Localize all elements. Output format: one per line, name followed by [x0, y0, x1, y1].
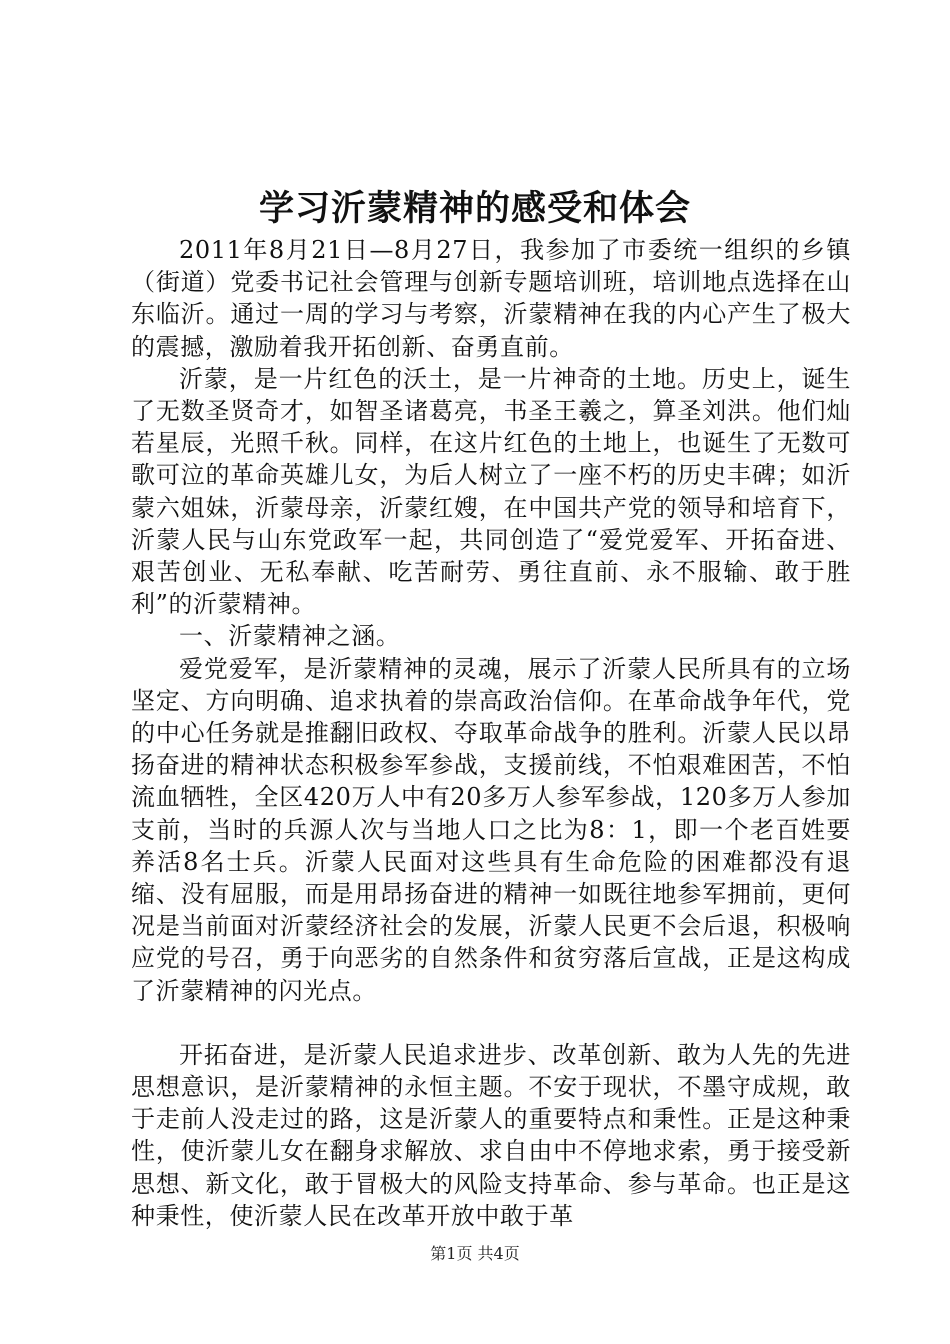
section-heading: 一、沂蒙精神之涵。: [179, 622, 401, 651]
document-body: [131, 234, 851, 1232]
paragraph-intro: 2011年8月21日—8月27日，我参加了市委统一组织的乡镇（街道）党委书记社会管理与创新专题培训班，培训地点选择在山东临沂。通过一周的学习与考察，沂蒙精神在我的内心产生了极大的震撼，激励着我开拓创新、奋勇直前。: [131, 236, 851, 361]
paragraph-love-party-army: 爱党爱军，是沂蒙精神的灵魂，展示了沂蒙人民所具有的立场坚定、方向明确、追求执着的崇高政治信仰。在革命战争年代，党的中心任务就是推翻旧政权、夺取革命战争的胜利。沂蒙人民以昂扬奋进的精神状态积极参军参战，支援前线，不怕艰难困苦，不怕流血牺牲，全区420万人中有20多万人参军参战，120多万人参加支前，当时的兵源人次与当地人口之比为8：1，即一个老百姓要养活8名士兵。沂蒙人民面对这些具有生命危险的困难都没有退缩、没有屈服，而是用昂扬奋进的精神一如既往地参军拥前，更何况是当前面对沂蒙经济社会的发展，沂蒙人民更不会后退，积极响应党的号召，勇于向恶劣的自然条件和贫穷落后宣战，正是这构成了沂蒙精神的闪光点。: [131, 654, 851, 1005]
paragraph-yimeng-history: 沂蒙，是一片红色的沃土，是一片神奇的土地。历史上，诞生了无数圣贤奇才，如智圣诸葛亮，书圣王羲之，算圣刘洪。他们灿若星辰，光照千秋。同样，在这片红色的土地上，也诞生了无数可歌可泣的革命英雄儿女，为后人树立了一座不朽的历史丰碑；如沂蒙六姐妹，沂蒙母亲，沂蒙红嫂，在中国共产党的领导和培育下，沂蒙人民与山东党政军一起，共同创造了“爱党爱军、开拓奋进、艰苦创业、无私奉献、吃苦耐劳、勇往直前、永不服输、敢于胜利”的沂蒙精神。: [131, 364, 851, 619]
paragraph-pioneering: 开拓奋进，是沂蒙人民追求进步、改革创新、敢为人先的先进思想意识，是沂蒙精神的永恒主题。不安于现状，不墨守成规，敢于走前人没走过的路，这是沂蒙人的重要特点和秉性。正是这种秉性，使沂蒙儿女在翻身求解放、求自由中不停地求索，勇于接受新思想、新文化，敢于冒极大的风险支持革命、参与革命。也正是这种秉性，使沂蒙人民在改革开放中敢于革: [131, 1040, 851, 1230]
page-number-footer: 第1页 共4页: [430, 1244, 520, 1263]
document-title: 学习沂蒙精神的感受和体会: [258, 189, 691, 229]
paragraph-spacer: [131, 1007, 851, 1039]
